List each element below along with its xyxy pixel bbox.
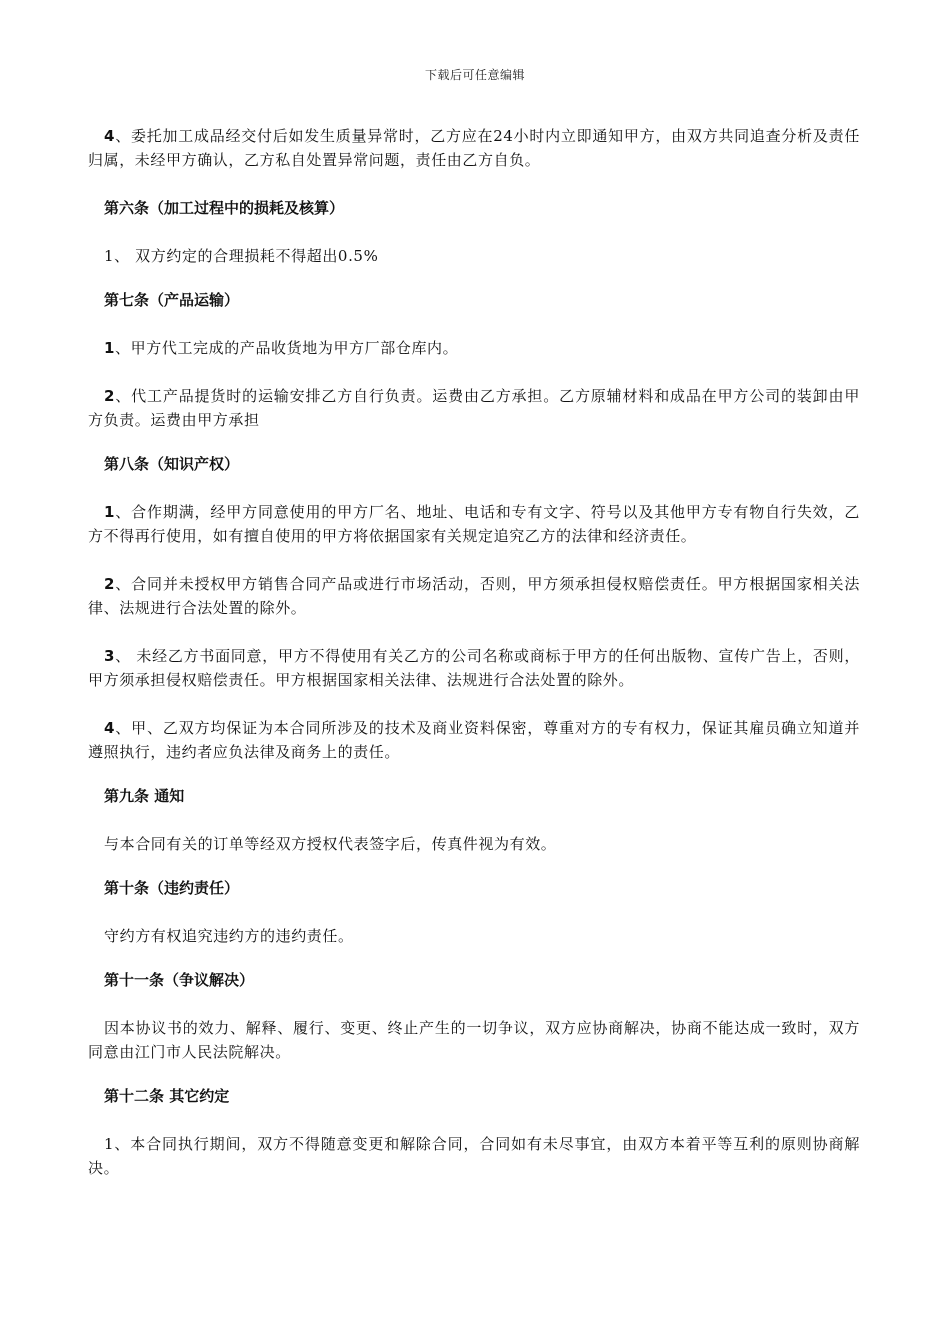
clause-text: 、甲方代工完成的产品收货地为甲方厂部仓库内。 xyxy=(115,339,459,357)
contract-body xyxy=(88,124,860,1204)
article-8-clause-1 xyxy=(88,500,860,548)
article-9-clause: 与本合同有关的订单等经双方授权代表签字后，传真件视为有效。 xyxy=(104,835,557,853)
article-12-clause-1 xyxy=(88,1132,860,1180)
clause-number: 2 xyxy=(104,387,116,405)
clause-text: 、甲、乙双方均保证为本合同所涉及的技术及商业资料保密，尊重对方的专有权力，保证其雇员确立知道并遵照执行，违约者应负法律及商务上的责任。 xyxy=(88,719,860,761)
clause-number: 1 xyxy=(104,1135,115,1153)
page-header-note: 下载后可任意编辑 xyxy=(424,68,525,82)
article-6-title: 第六条（加工过程中的损耗及核算） xyxy=(104,199,345,217)
clause-number: 4 xyxy=(104,127,116,145)
article-6-clause-1 xyxy=(88,244,860,268)
clause-text: 、合作期满，经甲方同意使用的甲方厂名、地址、电话和专有文字、符号以及其他甲方专有物自行失效，乙方不得再行使用，如有擅自使用的甲方将依据国家有关规定追究乙方的法律和经济责任。 xyxy=(88,503,860,545)
article-8-clause-3 xyxy=(88,644,860,692)
article-9-title: 第九条 通知 xyxy=(104,787,185,805)
article-8-title: 第八条（知识产权） xyxy=(104,455,240,473)
article-10-title: 第十条（违约责任） xyxy=(104,879,240,897)
article-7-clause-1 xyxy=(88,336,860,360)
clause-text: 、本合同执行期间，双方不得随意变更和解除合同，合同如有未尽事宜，由双方本着平等互利的原则协商解决。 xyxy=(88,1135,860,1177)
article-7-title: 第七条（产品运输） xyxy=(104,291,240,309)
clause-text: 、 未经乙方书面同意，甲方不得使用有关乙方的公司名称或商标于甲方的任何出版物、宣传广告上，否则，甲方须承担侵权赔偿责任。甲方根据国家相关法律、法规进行合法处置的除外。 xyxy=(88,647,860,689)
clause-text: 、委托加工成品经交付后如发生质量异常时，乙方应在24小时内立即通知甲方，由双方共同追查分析及责任归属，未经甲方确认，乙方私自处置异常问题，责任由乙方自负。 xyxy=(88,127,860,169)
clause-number: 1 xyxy=(104,247,115,265)
article-7-clause-2 xyxy=(88,384,860,432)
clause-quality-anomaly xyxy=(88,124,860,172)
article-10-clause: 守约方有权追究违约方的违约责任。 xyxy=(104,927,354,945)
clause-number: 1 xyxy=(104,503,116,521)
article-8-clause-2 xyxy=(88,572,860,620)
clause-text: 、代工产品提货时的运输安排乙方自行负责。运费由乙方承担。乙方原辅材料和成品在甲方公司的装卸由甲方负责。运费由甲方承担 xyxy=(88,387,860,429)
article-8-clause-4 xyxy=(88,716,860,764)
clause-text: 、合同并未授权甲方销售合同产品或进行市场活动，否则，甲方须承担侵权赔偿责任。甲方根据国家相关法律、法规进行合法处置的除外。 xyxy=(88,575,860,617)
clause-number: 1 xyxy=(104,339,116,357)
clause-number: 4 xyxy=(104,719,116,737)
clause-number: 2 xyxy=(104,575,116,593)
clause-text: 、 双方约定的合理损耗不得超出0.5% xyxy=(114,247,379,265)
clause-number: 3 xyxy=(104,647,116,665)
article-11-clause: 因本协议书的效力、解释、履行、变更、终止产生的一切争议，双方应协商解决，协商不能达成一致时，双方同意由江门市人民法院解决。 xyxy=(88,1019,860,1061)
article-12-title: 第十二条 其它约定 xyxy=(104,1087,230,1105)
article-11-title: 第十一条（争议解决） xyxy=(104,971,255,989)
